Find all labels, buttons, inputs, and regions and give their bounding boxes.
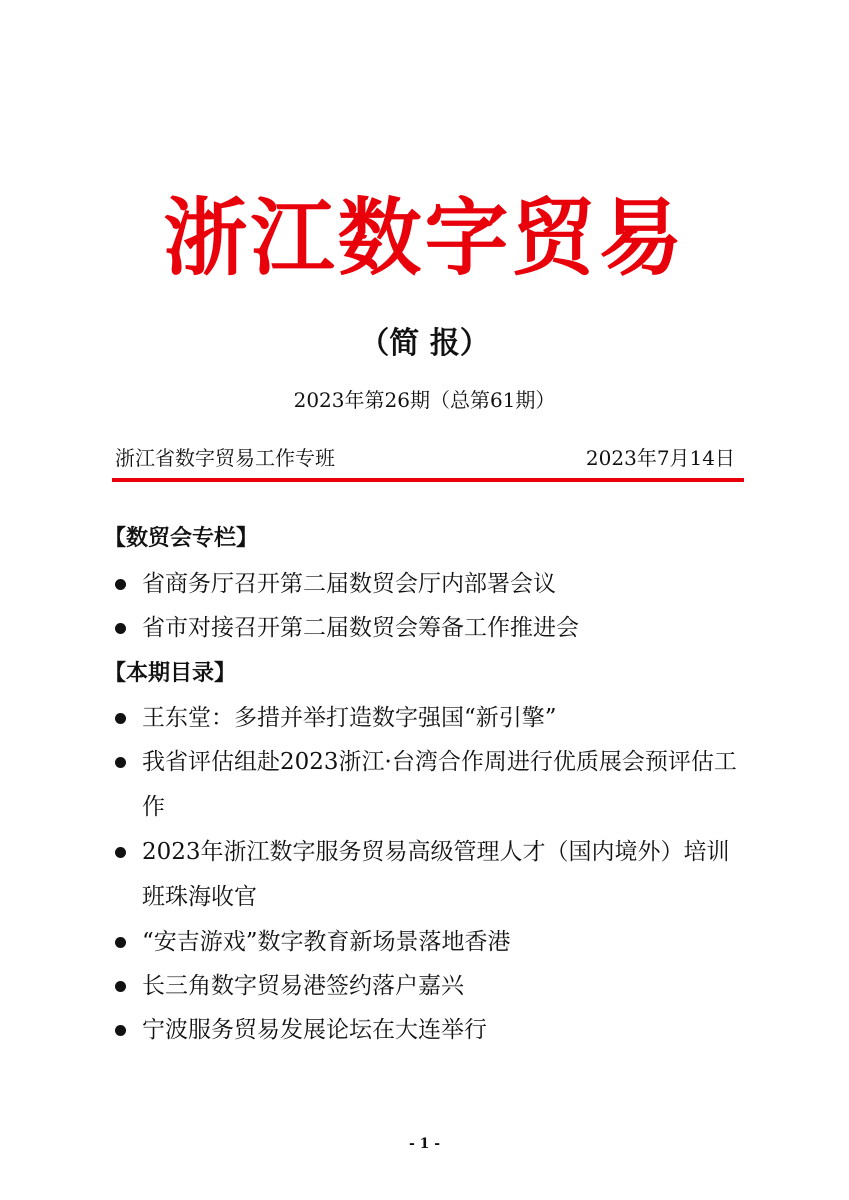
publish-date: 2023年7月14日 [585, 446, 735, 470]
list-item-text: 2023年浙江数字服务贸易高级管理人才（国内境外）培训班珠海收官 [142, 839, 730, 910]
fair-column-list [112, 562, 752, 650]
publisher-name: 浙江省数字贸易工作专班 [115, 446, 335, 470]
list-item-text: 宁波服务贸易发展论坛在大连举行 [142, 1017, 487, 1043]
list-item-text: 王东堂：多措并举打造数字强国“新引擎” [142, 705, 557, 731]
page-number: - 1 - [408, 1136, 441, 1152]
bullet-icon [115, 757, 126, 768]
bullet-icon [115, 981, 126, 992]
bullet-icon [115, 847, 126, 858]
list-item-text: 我省评估组赴2023浙江·台湾合作周进行优质展会预评估工作 [142, 749, 737, 820]
list-item [112, 830, 752, 920]
bullet-icon [115, 937, 126, 948]
list-item-text: 长三角数字贸易港签约落户嘉兴 [142, 973, 464, 999]
list-item [112, 740, 752, 830]
list-item [112, 1008, 752, 1052]
section-heading-contents: 【本期目录】 [104, 661, 237, 686]
red-divider [112, 478, 744, 482]
masthead-title: 浙江数字贸易 [163, 188, 686, 287]
list-item-text: “安吉游戏”数字教育新场景落地香港 [142, 929, 511, 955]
list-item [112, 920, 752, 964]
list-item [112, 562, 752, 606]
list-item [112, 696, 752, 740]
issue-number: 2023年第26期（总第61期） [293, 388, 556, 412]
list-item [112, 606, 752, 650]
list-item-text: 省市对接召开第二届数贸会筹备工作推进会 [142, 615, 579, 641]
bullet-icon [115, 623, 126, 634]
publisher-row [115, 442, 735, 474]
list-item [112, 964, 752, 1008]
bullet-icon [115, 579, 126, 590]
contents-list [112, 696, 752, 1052]
list-item-text: 省商务厅召开第二届数贸会厅内部署会议 [142, 571, 556, 597]
masthead-subtitle: （简 报） [359, 326, 490, 361]
bullet-icon [115, 713, 126, 724]
bullet-icon [115, 1025, 126, 1036]
section-heading-fair: 【数贸会专栏】 [104, 526, 259, 551]
